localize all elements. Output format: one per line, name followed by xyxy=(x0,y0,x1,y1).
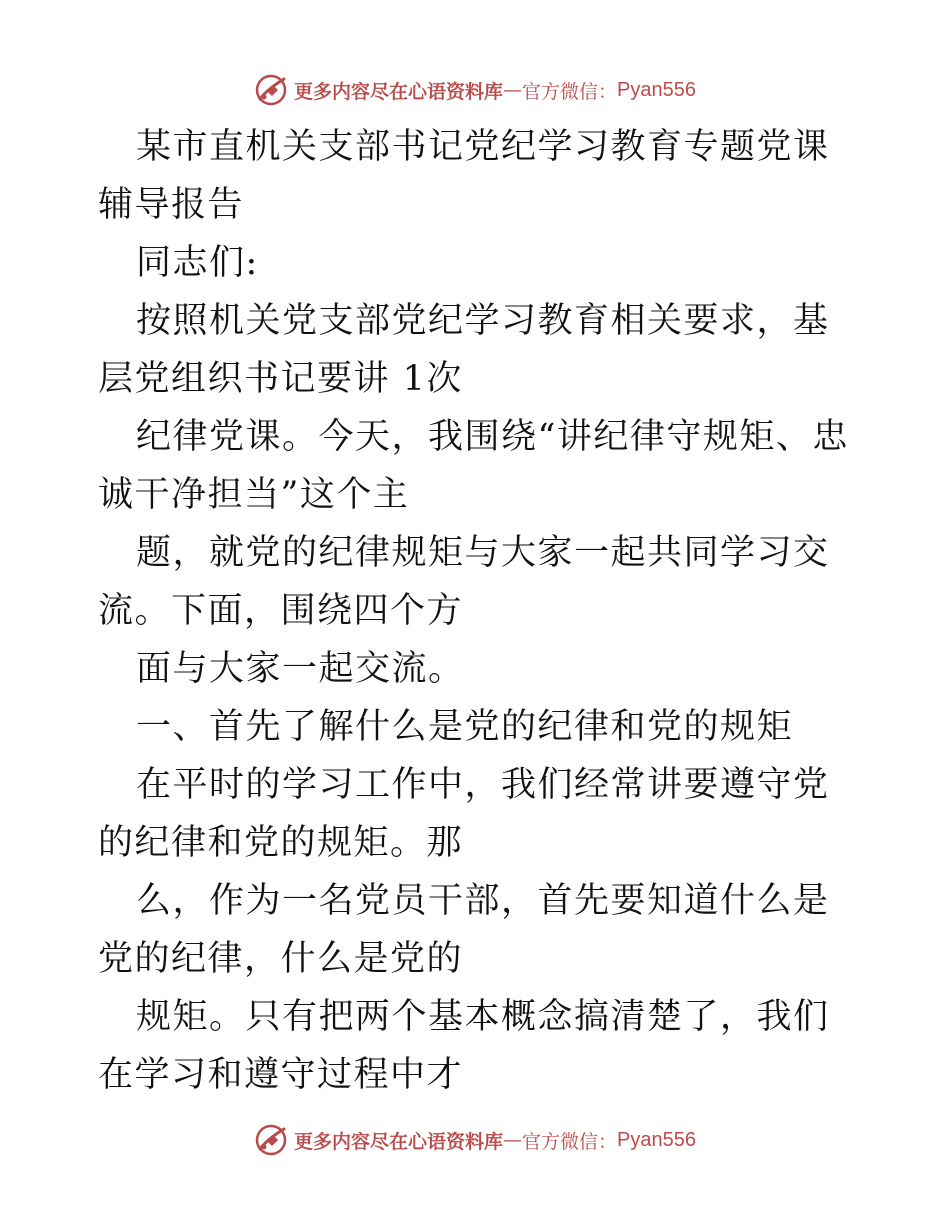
document-title: 某市直机关支部书记党纪学习教育专题党课辅导报告 xyxy=(98,127,830,225)
footer-watermark xyxy=(0,1120,950,1160)
paragraph: 同志们: xyxy=(136,243,259,283)
header-watermark xyxy=(0,70,950,110)
watermark-wechat-id: Pyan556 xyxy=(617,1128,696,1151)
document-body xyxy=(98,118,858,1104)
paragraph: 面与大家一起交流。 xyxy=(136,649,465,689)
paragraph: 按照机关党支部党纪学习教育相关要求，基层党组织书记要讲 1次 xyxy=(98,301,830,399)
paragraph: 题，就党的纪律规矩与大家一起共同学习交流。下面，围绕四个方 xyxy=(98,533,830,631)
paragraph: 在平时的学习工作中，我们经常讲要遵守党的纪律和党的规矩。那 xyxy=(98,765,830,863)
watermark-dash: — xyxy=(503,1129,523,1151)
paragraph: 纪律党课。今天，我围绕“讲纪律守规矩、忠诚干净担当”这个主 xyxy=(98,417,849,515)
pen-nib-logo-icon xyxy=(254,73,288,107)
pen-nib-logo-icon xyxy=(254,1123,288,1157)
paragraph: 么，作为一名党员干部，首先要知道什么是党的纪律，什么是党的 xyxy=(98,881,830,979)
watermark-site-text: 更多内容尽在心语资料库 xyxy=(294,1130,504,1153)
watermark-dash: — xyxy=(503,79,523,101)
watermark-wechat-id: Pyan556 xyxy=(617,78,696,101)
section-heading: 一、首先了解什么是党的纪律和党的规矩 xyxy=(136,707,794,747)
paragraph: 规矩。只有把两个基本概念搞清楚了，我们在学习和遵守过程中才 xyxy=(98,997,830,1095)
watermark-site-text: 更多内容尽在心语资料库 xyxy=(294,80,504,103)
watermark-wechat-label: 官方微信： xyxy=(522,1130,618,1153)
watermark-wechat-label: 官方微信： xyxy=(522,80,618,103)
